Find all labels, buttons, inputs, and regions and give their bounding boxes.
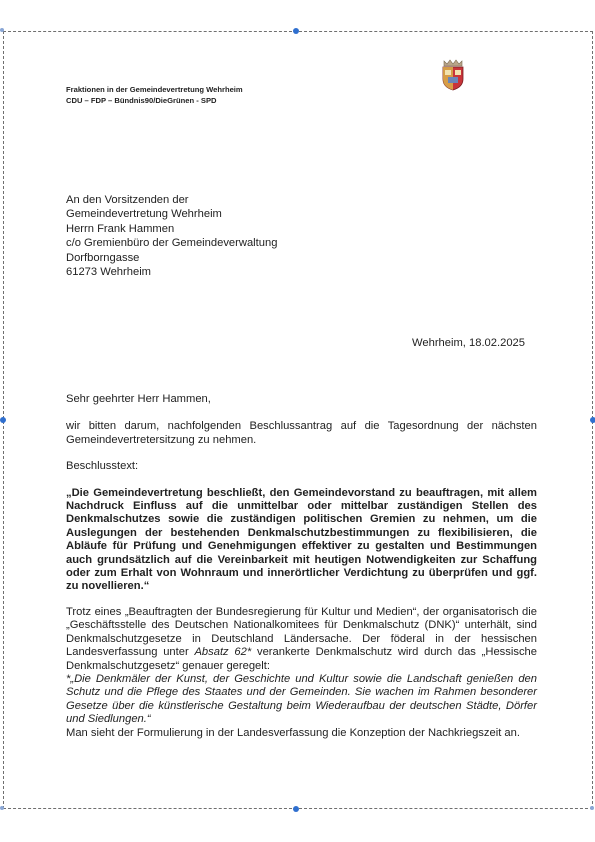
constitution-quote: *„Die Denkmäler der Kunst, der Geschichte und Kultur sowie die Landschaft genießen den Schutz und die Pflege des Staates und der Gemeinden. Sie wachen im Rahmen besonderer Gesetze über die künstlerische Gestaltung beim Wiederaufbau der deutschen Städte, Dörfer und Siedlungen.“: [66, 672, 537, 726]
sender-line: Fraktionen in der Gemeindevertretung Wehrheim: [66, 85, 243, 94]
resize-handle-bottom-right[interactable]: [590, 806, 594, 810]
address-line: c/o Gremienbüro der Gemeindeverwaltung: [66, 237, 278, 250]
resize-handle-bottom[interactable]: [293, 806, 299, 812]
intro-paragraph: wir bitten darum, nachfolgenden Beschlussantrag auf die Tagesordnung der nächsten Gemeindevertretersitzung zu nehmen.: [66, 420, 537, 446]
resolution-text: „Die Gemeindevertretung beschließt, den Gemeindevorstand zu beauftragen, mit allem Nachdruck Einfluss auf die unmittelbar oder mittelbar zuständigen Stellen des Denkmalschutzes sowie die zuständigen politischen Gremien zu nehmen, um die Auslegungen der bestehenden Denkmalschutzbestimmungen zu flexibilisieren, die Abläufe für Prüfung und Genehmigungen effektiver zu gestalten und Bestimmungen auch grundsätzlich auf die Vereinbarkeit mit heutigen Notwendigkeiten zur Schaffung oder zum Erhalt von Wohnraum und innerörtlicher Verdichtung zu überprüfen und ggf. zu novellieren.“: [66, 486, 537, 593]
letter-date: Wehrheim, 18.02.2025: [412, 337, 525, 349]
address-line: Herrn Frank Hammen: [66, 222, 175, 235]
recipient-address: [66, 193, 277, 279]
address-line: Dorfborngasse: [66, 251, 140, 264]
address-line: 61273 Wehrheim: [66, 266, 151, 279]
context-text-end: verankerte Denkmalschutz wird durch das „Hessische Denkmalschutzgesetz“ genauer geregelt:: [66, 646, 537, 672]
resize-handle-bottom-left[interactable]: [0, 806, 4, 810]
closing-paragraph: Man sieht der Formulierung in der Landesverfassung die Konzeption der Nachkriegszeit an.: [66, 726, 520, 739]
resize-handle-top-left[interactable]: [0, 28, 4, 32]
article-reference: Absatz 62*: [194, 646, 252, 659]
coat-of-arms-icon: [439, 57, 467, 91]
context-text: Trotz eines „Beauftragten der Bundesregierung für Kultur und Medien“, der organisatorisch die „Geschäftsstelle des Deutschen Nationalkomitees für Denkmalschutz (DNK)“ unterhält, sind Denkmalschutzgesetze in Deutschland Ländersache. Der föderal in der hessischen Landesverfassung unter: [66, 605, 537, 659]
context-paragraph: [66, 606, 537, 673]
resize-handle-right[interactable]: [590, 417, 595, 423]
salutation: Sehr geehrter Herr Hammen,: [66, 393, 211, 405]
address-line: An den Vorsitzenden der: [66, 194, 189, 206]
resize-handle-top[interactable]: [293, 28, 299, 34]
letter-body: [66, 393, 537, 740]
address-line: Gemeindevertretung Wehrheim: [66, 208, 222, 221]
resize-handle-left[interactable]: [0, 417, 6, 423]
sender-parties: CDU – FDP – Bündnis90/DieGrünen - SPD: [66, 96, 217, 105]
resolution-label: Beschlusstext:: [66, 460, 139, 473]
sender-header: [66, 84, 243, 106]
